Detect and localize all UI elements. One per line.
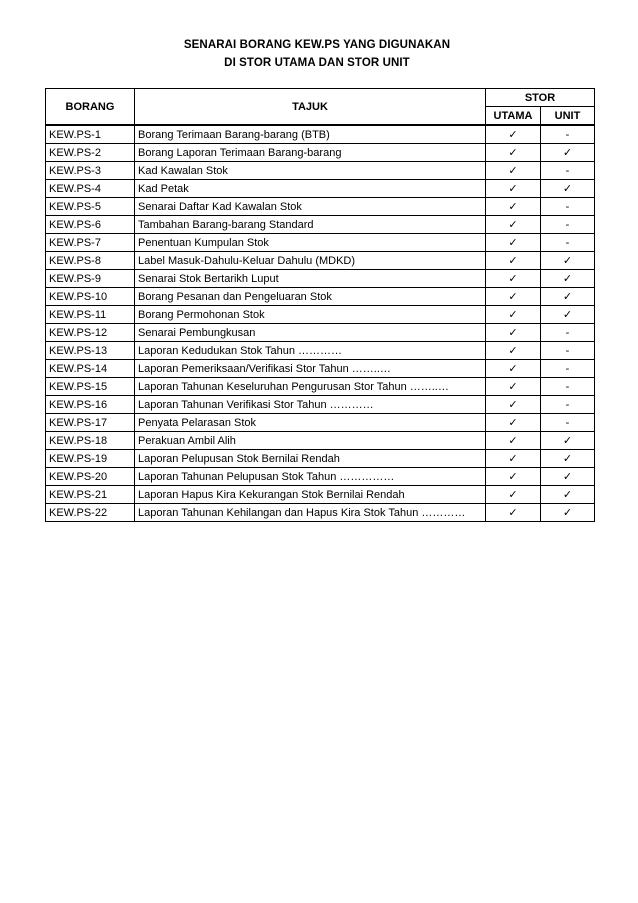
header-borang: BORANG (46, 89, 135, 126)
table-row (46, 396, 595, 414)
utama-mark-cell: ✓ (486, 324, 541, 342)
table-row (46, 432, 595, 450)
form-code-cell: KEW.PS-13 (46, 342, 135, 360)
utama-mark-cell: ✓ (486, 234, 541, 252)
unit-mark-cell: - (541, 378, 595, 396)
header-tajuk: TAJUK (135, 89, 486, 126)
form-code-cell: KEW.PS-17 (46, 414, 135, 432)
unit-mark-cell: - (541, 360, 595, 378)
form-code-cell: KEW.PS-5 (46, 198, 135, 216)
utama-mark-cell: ✓ (486, 396, 541, 414)
form-code-cell: KEW.PS-14 (46, 360, 135, 378)
utama-mark-cell: ✓ (486, 162, 541, 180)
header-utama: UTAMA (486, 107, 541, 126)
form-code-cell: KEW.PS-11 (46, 306, 135, 324)
form-title-cell: Borang Laporan Terimaan Barang-barang (135, 144, 486, 162)
unit-mark-cell: ✓ (541, 144, 595, 162)
table-row (46, 450, 595, 468)
unit-mark-cell: ✓ (541, 306, 595, 324)
form-title-cell: Senarai Stok Bertarikh Luput (135, 270, 486, 288)
unit-mark-cell: - (541, 216, 595, 234)
form-code-cell: KEW.PS-20 (46, 468, 135, 486)
form-code-cell: KEW.PS-16 (46, 396, 135, 414)
utama-mark-cell: ✓ (486, 198, 541, 216)
table-row (46, 252, 595, 270)
form-title-cell: Senarai Pembungkusan (135, 324, 486, 342)
unit-mark-cell: ✓ (541, 504, 595, 522)
unit-mark-cell: - (541, 396, 595, 414)
form-code-cell: KEW.PS-4 (46, 180, 135, 198)
form-code-cell: KEW.PS-10 (46, 288, 135, 306)
form-title-cell: Laporan Pemeriksaan/Verifikasi Stor Tahun ……..… (135, 360, 486, 378)
table-row (46, 180, 595, 198)
table-row (46, 504, 595, 522)
unit-mark-cell: ✓ (541, 468, 595, 486)
form-title-cell: Penentuan Kumpulan Stok (135, 234, 486, 252)
utama-mark-cell: ✓ (486, 486, 541, 504)
form-title-cell: Borang Pesanan dan Pengeluaran Stok (135, 288, 486, 306)
utama-mark-cell: ✓ (486, 468, 541, 486)
table-row (46, 288, 595, 306)
form-code-cell: KEW.PS-6 (46, 216, 135, 234)
header-stor: STOR (486, 89, 595, 107)
form-code-cell: KEW.PS-7 (46, 234, 135, 252)
table-row (46, 360, 595, 378)
form-title-cell: Label Masuk-Dahulu-Keluar Dahulu (MDKD) (135, 252, 486, 270)
form-title-cell: Kad Kawalan Stok (135, 162, 486, 180)
form-code-cell: KEW.PS-21 (46, 486, 135, 504)
table-row (46, 162, 595, 180)
table-row (46, 144, 595, 162)
table-row (46, 125, 595, 144)
form-title-cell: Penyata Pelarasan Stok (135, 414, 486, 432)
table-row (46, 198, 595, 216)
form-code-cell: KEW.PS-12 (46, 324, 135, 342)
form-code-cell: KEW.PS-22 (46, 504, 135, 522)
utama-mark-cell: ✓ (486, 504, 541, 522)
table-row (46, 468, 595, 486)
unit-mark-cell: - (541, 162, 595, 180)
unit-mark-cell: ✓ (541, 288, 595, 306)
table-row (46, 342, 595, 360)
unit-mark-cell: - (541, 198, 595, 216)
form-code-cell: KEW.PS-18 (46, 432, 135, 450)
form-code-cell: KEW.PS-9 (46, 270, 135, 288)
table-row (46, 378, 595, 396)
form-title-cell: Tambahan Barang-barang Standard (135, 216, 486, 234)
form-title-cell: Perakuan Ambil Alih (135, 432, 486, 450)
form-title-cell: Laporan Pelupusan Stok Bernilai Rendah (135, 450, 486, 468)
utama-mark-cell: ✓ (486, 450, 541, 468)
table-row (46, 324, 595, 342)
utama-mark-cell: ✓ (486, 360, 541, 378)
document-title: SENARAI BORANG KEW.PS YANG DIGUNAKAN (183, 39, 451, 51)
header-unit: UNIT (541, 107, 595, 126)
unit-mark-cell: - (541, 342, 595, 360)
utama-mark-cell: ✓ (486, 216, 541, 234)
unit-mark-cell: - (541, 414, 595, 432)
utama-mark-cell: ✓ (486, 288, 541, 306)
form-title-cell: Laporan Tahunan Verifikasi Stor Tahun ………… (135, 396, 486, 414)
unit-mark-cell: - (541, 234, 595, 252)
utama-mark-cell: ✓ (486, 306, 541, 324)
unit-mark-cell: ✓ (541, 180, 595, 198)
form-title-cell: Laporan Hapus Kira Kekurangan Stok Bernilai Rendah (135, 486, 486, 504)
form-title-cell: Borang Terimaan Barang-barang (BTB) (135, 125, 486, 144)
utama-mark-cell: ✓ (486, 378, 541, 396)
document-subtitle: DI STOR UTAMA DAN STOR UNIT (224, 57, 410, 69)
form-code-cell: KEW.PS-8 (46, 252, 135, 270)
form-title-cell: Laporan Kedudukan Stok Tahun ………… (135, 342, 486, 360)
utama-mark-cell: ✓ (486, 432, 541, 450)
form-code-cell: KEW.PS-19 (46, 450, 135, 468)
table-row (46, 270, 595, 288)
utama-mark-cell: ✓ (486, 342, 541, 360)
utama-mark-cell: ✓ (486, 125, 541, 144)
utama-mark-cell: ✓ (486, 270, 541, 288)
table-row (46, 414, 595, 432)
unit-mark-cell: ✓ (541, 270, 595, 288)
utama-mark-cell: ✓ (486, 252, 541, 270)
form-code-cell: KEW.PS-1 (46, 125, 135, 144)
utama-mark-cell: ✓ (486, 414, 541, 432)
form-title-cell: Borang Permohonan Stok (135, 306, 486, 324)
table-row (46, 234, 595, 252)
unit-mark-cell: ✓ (541, 450, 595, 468)
utama-mark-cell: ✓ (486, 144, 541, 162)
utama-mark-cell: ✓ (486, 180, 541, 198)
form-title-cell: Laporan Tahunan Kehilangan dan Hapus Kira Stok Tahun ………… (135, 504, 486, 522)
unit-mark-cell: - (541, 324, 595, 342)
unit-mark-cell: - (541, 125, 595, 144)
table-row (46, 216, 595, 234)
unit-mark-cell: ✓ (541, 252, 595, 270)
table-row (46, 306, 595, 324)
unit-mark-cell: ✓ (541, 486, 595, 504)
form-code-cell: KEW.PS-2 (46, 144, 135, 162)
unit-mark-cell: ✓ (541, 432, 595, 450)
form-title-cell: Laporan Tahunan Keseluruhan Pengurusan Stor Tahun ……..… (135, 378, 486, 396)
table-row (46, 486, 595, 504)
form-title-cell: Kad Petak (135, 180, 486, 198)
form-title-cell: Senarai Daftar Kad Kawalan Stok (135, 198, 486, 216)
form-title-cell: Laporan Tahunan Pelupusan Stok Tahun …………… (135, 468, 486, 486)
form-code-cell: KEW.PS-15 (46, 378, 135, 396)
forms-table (45, 88, 595, 522)
form-code-cell: KEW.PS-3 (46, 162, 135, 180)
